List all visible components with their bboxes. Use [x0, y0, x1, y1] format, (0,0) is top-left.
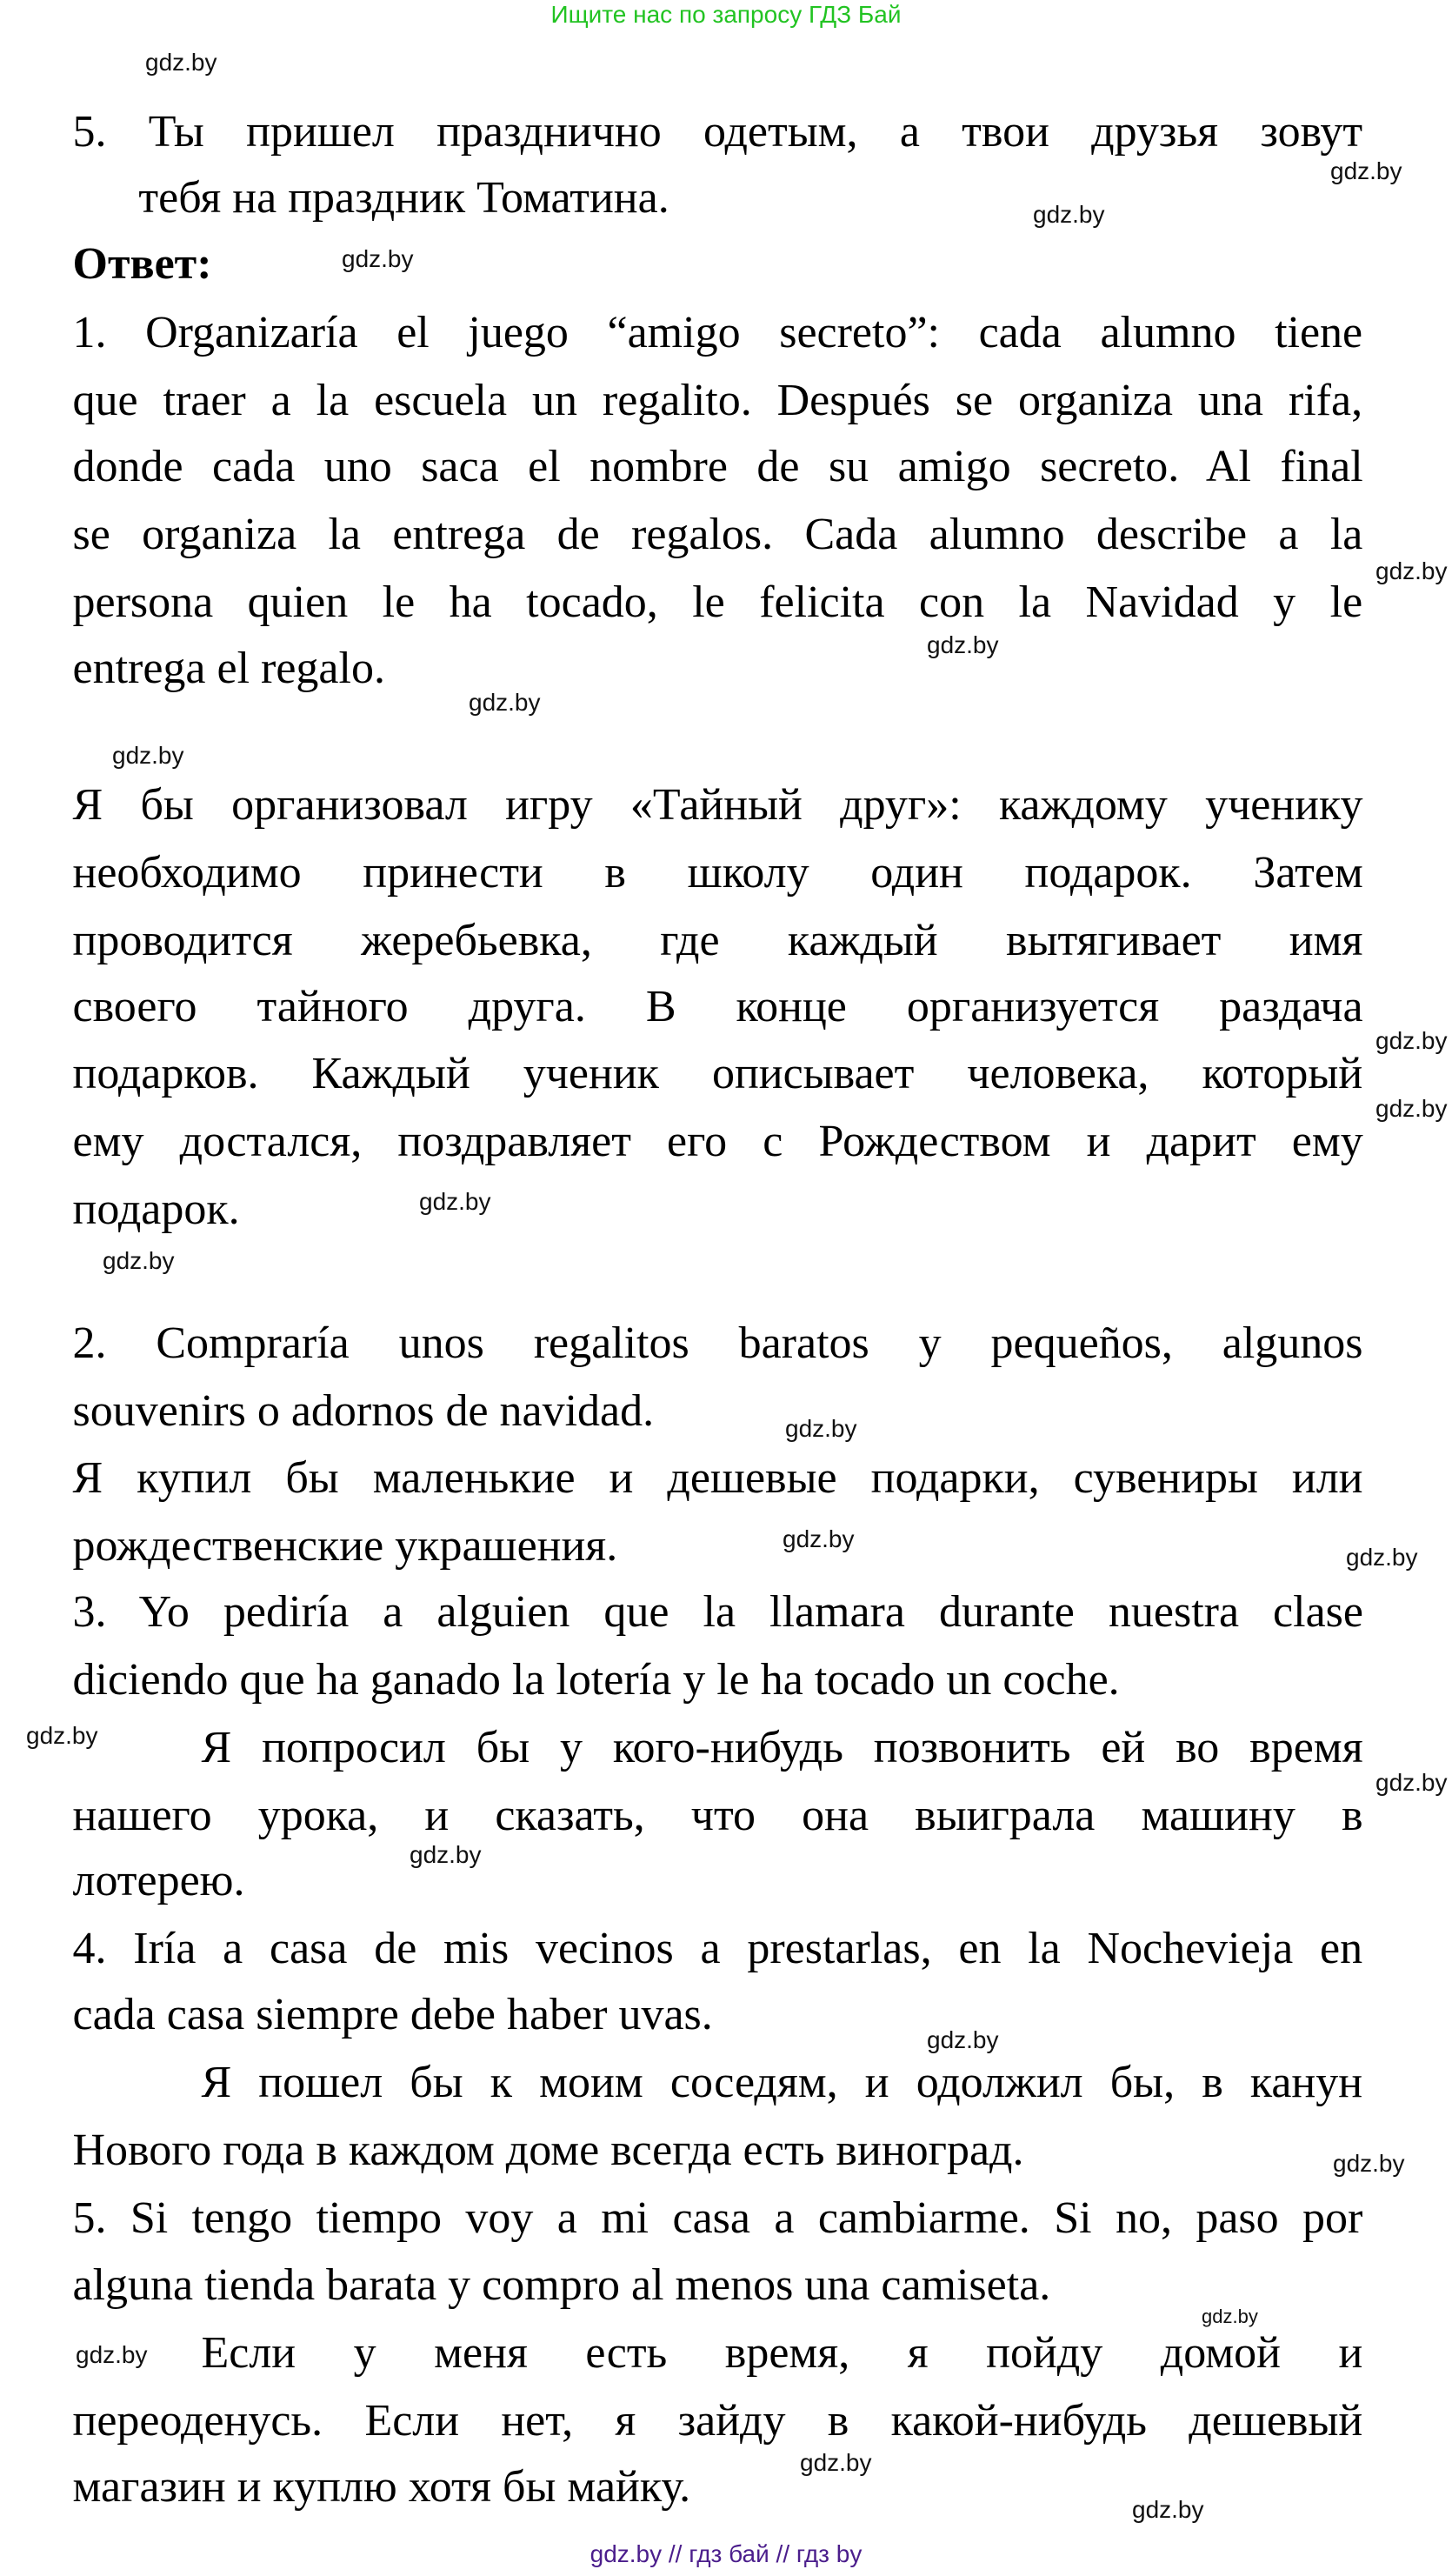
- watermark-text: gdz.by: [783, 1525, 855, 1552]
- watermark-text: gdz.by: [785, 1415, 857, 1442]
- watermark-text: gdz.by: [1333, 2150, 1405, 2177]
- watermark-text: gdz.by: [26, 1722, 98, 1749]
- text-line: se organiza la entrega de regalos. Cada alumno describe a la: [72, 509, 1363, 559]
- watermark-text: gdz.by: [927, 2026, 999, 2053]
- text-line: подарков. Каждый ученик описывает человека, который: [72, 1049, 1363, 1099]
- text-line: 2. Compraría unos regalitos baratos y pequeños, algunos: [72, 1318, 1363, 1368]
- text-line: entrega el regalo.: [72, 643, 385, 693]
- watermark-text: gdz.by: [1033, 201, 1105, 228]
- text-line: persona quien le ha tocado, le felicita con la Navidad y le: [72, 577, 1363, 627]
- text-line: alguna tienda barata y compro al menos una camiseta.: [72, 2260, 1051, 2311]
- text-line: 5. Ты пришел празднично одетым, а твои друзья зовут: [72, 106, 1363, 157]
- text-line: нашего урока, и сказать, что она выиграла машину в: [72, 1790, 1363, 1840]
- watermark-text: gdz.by: [927, 631, 999, 658]
- watermark-text: gdz.by: [112, 742, 184, 769]
- text-line: Если у меня есть время, я пойду домой и: [201, 2328, 1363, 2379]
- watermark-text: gdz.by: [1346, 1544, 1418, 1571]
- text-line: Я бы организовал игру «Тайный друг»: каждому ученику: [72, 780, 1363, 831]
- watermark-text: gdz.by: [1375, 557, 1448, 584]
- text-line: 3. Yo pediría a alguien que la llamara durante nuestra clase: [72, 1587, 1363, 1638]
- text-line: cada casa siempre debe haber uvas.: [72, 1990, 713, 2040]
- footer-links[interactable]: gdz.by // гдз бай // гдз by: [589, 2540, 863, 2567]
- text-line: 1. Organizaría el juego “amigo secreto”: cada alumno tiene: [72, 308, 1363, 358]
- search-banner[interactable]: Ищите нас по запросу ГДЗ Бай: [550, 1, 902, 28]
- text-line: магазин и куплю хотя бы майку.: [72, 2461, 691, 2512]
- text-line: проводится жеребьевка, где каждый вытягивает имя: [72, 915, 1363, 965]
- text-line: своего тайного друга. В конце организуется раздача: [72, 981, 1363, 1031]
- watermark-text: gdz.by: [1202, 2306, 1258, 2327]
- watermark-text: gdz.by: [419, 1188, 491, 1215]
- text-line: подарок.: [72, 1185, 240, 1235]
- watermark-text: gdz.by: [342, 245, 414, 272]
- text-line: Я пошел бы к моим соседям, и одолжил бы, в канун: [201, 2057, 1363, 2107]
- watermark-text: gdz.by: [410, 1841, 482, 1868]
- text-line: ему достался, поздравляет его с Рождеством и дарит ему: [72, 1117, 1363, 1167]
- text-line: 5. Si tengo tiempo voy a mi casa a cambiarme. Si no, paso por: [72, 2192, 1363, 2243]
- text-line: donde cada uno saca el nombre de su amigo secreto. Al final: [72, 442, 1363, 492]
- text-line: Нового года в каждом доме всегда есть виноград.: [72, 2125, 1024, 2175]
- watermark-text: gdz.by: [800, 2449, 872, 2476]
- watermark-text: gdz.by: [1375, 1027, 1448, 1054]
- text-line: 4. Iría a casa de mis vecinos a prestarlas, en la Nochevieja en: [72, 1924, 1363, 1974]
- watermark-text: gdz.by: [145, 49, 217, 76]
- text-line: необходимо принести в школу один подарок. Затем: [72, 847, 1363, 898]
- text-line: тебя на праздник Томатина.: [138, 172, 669, 223]
- text-line: Я купил бы маленькие и дешевые подарки, сувениры или: [72, 1453, 1363, 1504]
- watermark-text: gdz.by: [1330, 157, 1402, 184]
- text-line: que traer a la escuela un regalito. Después se organiza una rifa,: [72, 376, 1363, 426]
- answer-heading: Ответ:: [72, 238, 212, 289]
- watermark-text: gdz.by: [1375, 1095, 1448, 1122]
- text-line: лотерею.: [72, 1856, 245, 1906]
- watermark-text: gdz.by: [76, 2341, 148, 2368]
- text-line: Я попросил бы у кого-нибудь позвонить ей во время: [201, 1722, 1363, 1772]
- text-line: переоденусь. Если нет, я зайду в какой-нибудь дешевый: [72, 2395, 1363, 2446]
- text-line: рождественские украшения.: [72, 1521, 618, 1572]
- watermark-text: gdz.by: [103, 1247, 175, 1274]
- watermark-text: gdz.by: [1132, 2496, 1204, 2523]
- text-line: souvenirs o adornos de navidad.: [72, 1385, 655, 1436]
- text-line: diciendo que ha ganado la lotería y le ha tocado un coche.: [72, 1654, 1120, 1705]
- watermark-text: gdz.by: [469, 689, 541, 716]
- watermark-text: gdz.by: [1375, 1769, 1448, 1796]
